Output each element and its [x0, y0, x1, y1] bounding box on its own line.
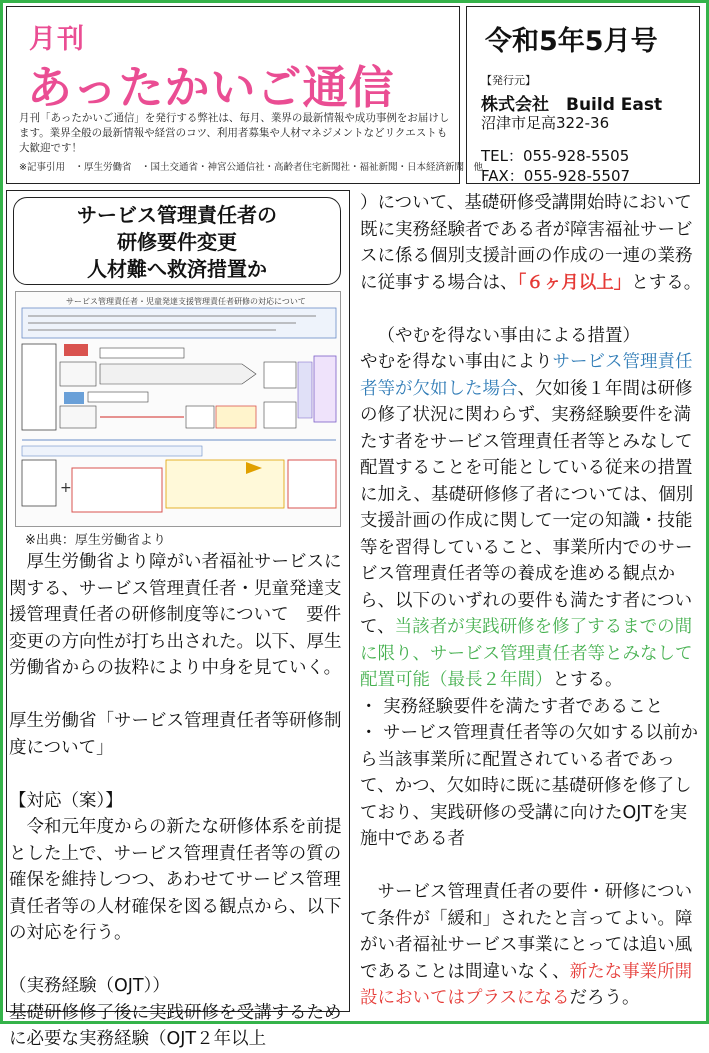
six-months-highlight: 「６ヶ月以上」: [517, 272, 632, 293]
absence-highlight: サービス管理責任者等が欠如した場合: [360, 352, 693, 399]
p2-text-b: 、欠如後１年間は研修の修了状況に関わらず、実務経験要件を満たす者をサービス管理責任者等とみなして配置することを可能としている従来の措置に加え、基礎研修修了者については、個別支援計画の作成に関して一定の知識・技能等を習得していること、事業所内でのサービス管理責任者等の養成を進める観点から、以下のいずれの要件も満たす者について、: [360, 378, 694, 637]
svg-text:+: +: [60, 480, 72, 496]
figure-title: サービス管理責任者・児童発達支援管理責任者研修の対応について: [66, 297, 306, 306]
left-column: [6, 190, 350, 1049]
newsletter-title: あったかいご通信: [27, 61, 395, 114]
p1-text: ）について、基礎研修受講開始時において既に実務経験者である者が障害福祉サービスに係る個別支援計画の作成の一連の業務に従事する場合は、: [360, 193, 693, 293]
issue-date: 令和5年5月号: [485, 26, 658, 57]
title-line-3: 人材難へ救済措置か: [87, 257, 267, 281]
mhlw-diagram: [15, 291, 341, 527]
diagram-graphic: [16, 292, 341, 527]
article-title: [13, 197, 341, 285]
right-paragraph-1: [360, 190, 704, 296]
right-paragraph-2: [360, 349, 704, 694]
publisher-label: 【発行元】: [481, 74, 536, 87]
monthly-label: 月刊: [29, 24, 85, 55]
left-paragraph-4: 基礎研修修了後に実践研修を受講するために必要な実務経験（OJT２年以上: [9, 1002, 342, 1049]
right-article-body: [360, 190, 704, 1012]
intro-text: 月刊「あったかいご通信」を発行する弊社は、毎月、業界の最新情報や成功事例をお届けします。業界全般の最新情報や経営のコツ、利用者募集や人材マネジメントなどリクエストも大歓迎です！: [19, 112, 450, 154]
company-tel: TEL：055-928-5505: [481, 147, 630, 165]
title-line-2: 研修要件変更: [117, 230, 237, 254]
requirement-bullet-2: ・ サービス管理責任者等の欠如する以前から当該事業所に配置されている者であって、かつ、欠如時に既に基礎研修を修了しており、実践研修の受講に向けたOJTを実施中である者: [360, 723, 699, 849]
company-fax: FAX：055-928-5507: [481, 167, 631, 185]
figure-source: ※出典：厚生労働省より: [25, 533, 166, 548]
company-name: 株式会社 Build East: [481, 95, 663, 115]
p2-text-a: やむを得ない事由により: [360, 352, 553, 372]
left-paragraph-1: 厚生労働省より障がい者福祉サービスに関する、サービス管理責任者・児童発達支援管理責任者の研修制度等について 要件変更の方向性が打ち出された。以下、厚生労働省からの抜粋により中身を見ていく。: [9, 552, 342, 678]
right-paragraph-2-heading: （やむを得ない事由による措置）: [377, 325, 640, 346]
p3-text-a: サービス管理責任者の要件・研修について条件が「緩和」されたと言ってよい。障がい者福祉サービス事業にとっては追い風であることは間違いなく、: [360, 882, 693, 982]
p3-text-b: だろう。: [569, 988, 640, 1008]
sources-line: ※記事引用 ・厚生労働省 ・国土交通省・神宮公通信社・高齢者住宅新聞社・福祉新聞・日本経済新聞 他: [19, 162, 483, 173]
placement-highlight: 当該者が実践研修を修了するまでの間に限り、サービス管理責任者等とみなして配置可能（最長２年間）: [360, 617, 693, 690]
plus-highlight: 新たな事業所開設においてはプラスになる: [360, 961, 693, 1008]
p2-text-c: とする。: [552, 670, 623, 690]
company-address: 沼津市足高322-36: [481, 114, 610, 132]
right-paragraph-3: [360, 879, 704, 1012]
left-paragraph-3: 令和元年度からの新たな研修体系を前提とした上で、サービス管理責任者等の質の確保を維持しつつ、あわせてサービス管理責任者等の人材確保を図る観点から、以下の対応を行う。: [9, 817, 342, 943]
left-paragraph-3-heading: 【対応（案）】: [9, 790, 123, 811]
masthead: [6, 6, 483, 184]
left-article-body: [9, 549, 349, 1053]
issue-box: [466, 6, 700, 184]
requirement-bullet-1: ・ 実務経験要件を満たす者であること: [360, 696, 664, 717]
title-line-1: サービス管理責任者の: [77, 203, 277, 227]
left-paragraph-2: 厚生労働省「サービス管理責任者等研修制度について」: [9, 711, 342, 758]
left-paragraph-4-heading: （実務経験（OJT））: [9, 976, 170, 996]
p1-end: とする。: [631, 272, 702, 293]
